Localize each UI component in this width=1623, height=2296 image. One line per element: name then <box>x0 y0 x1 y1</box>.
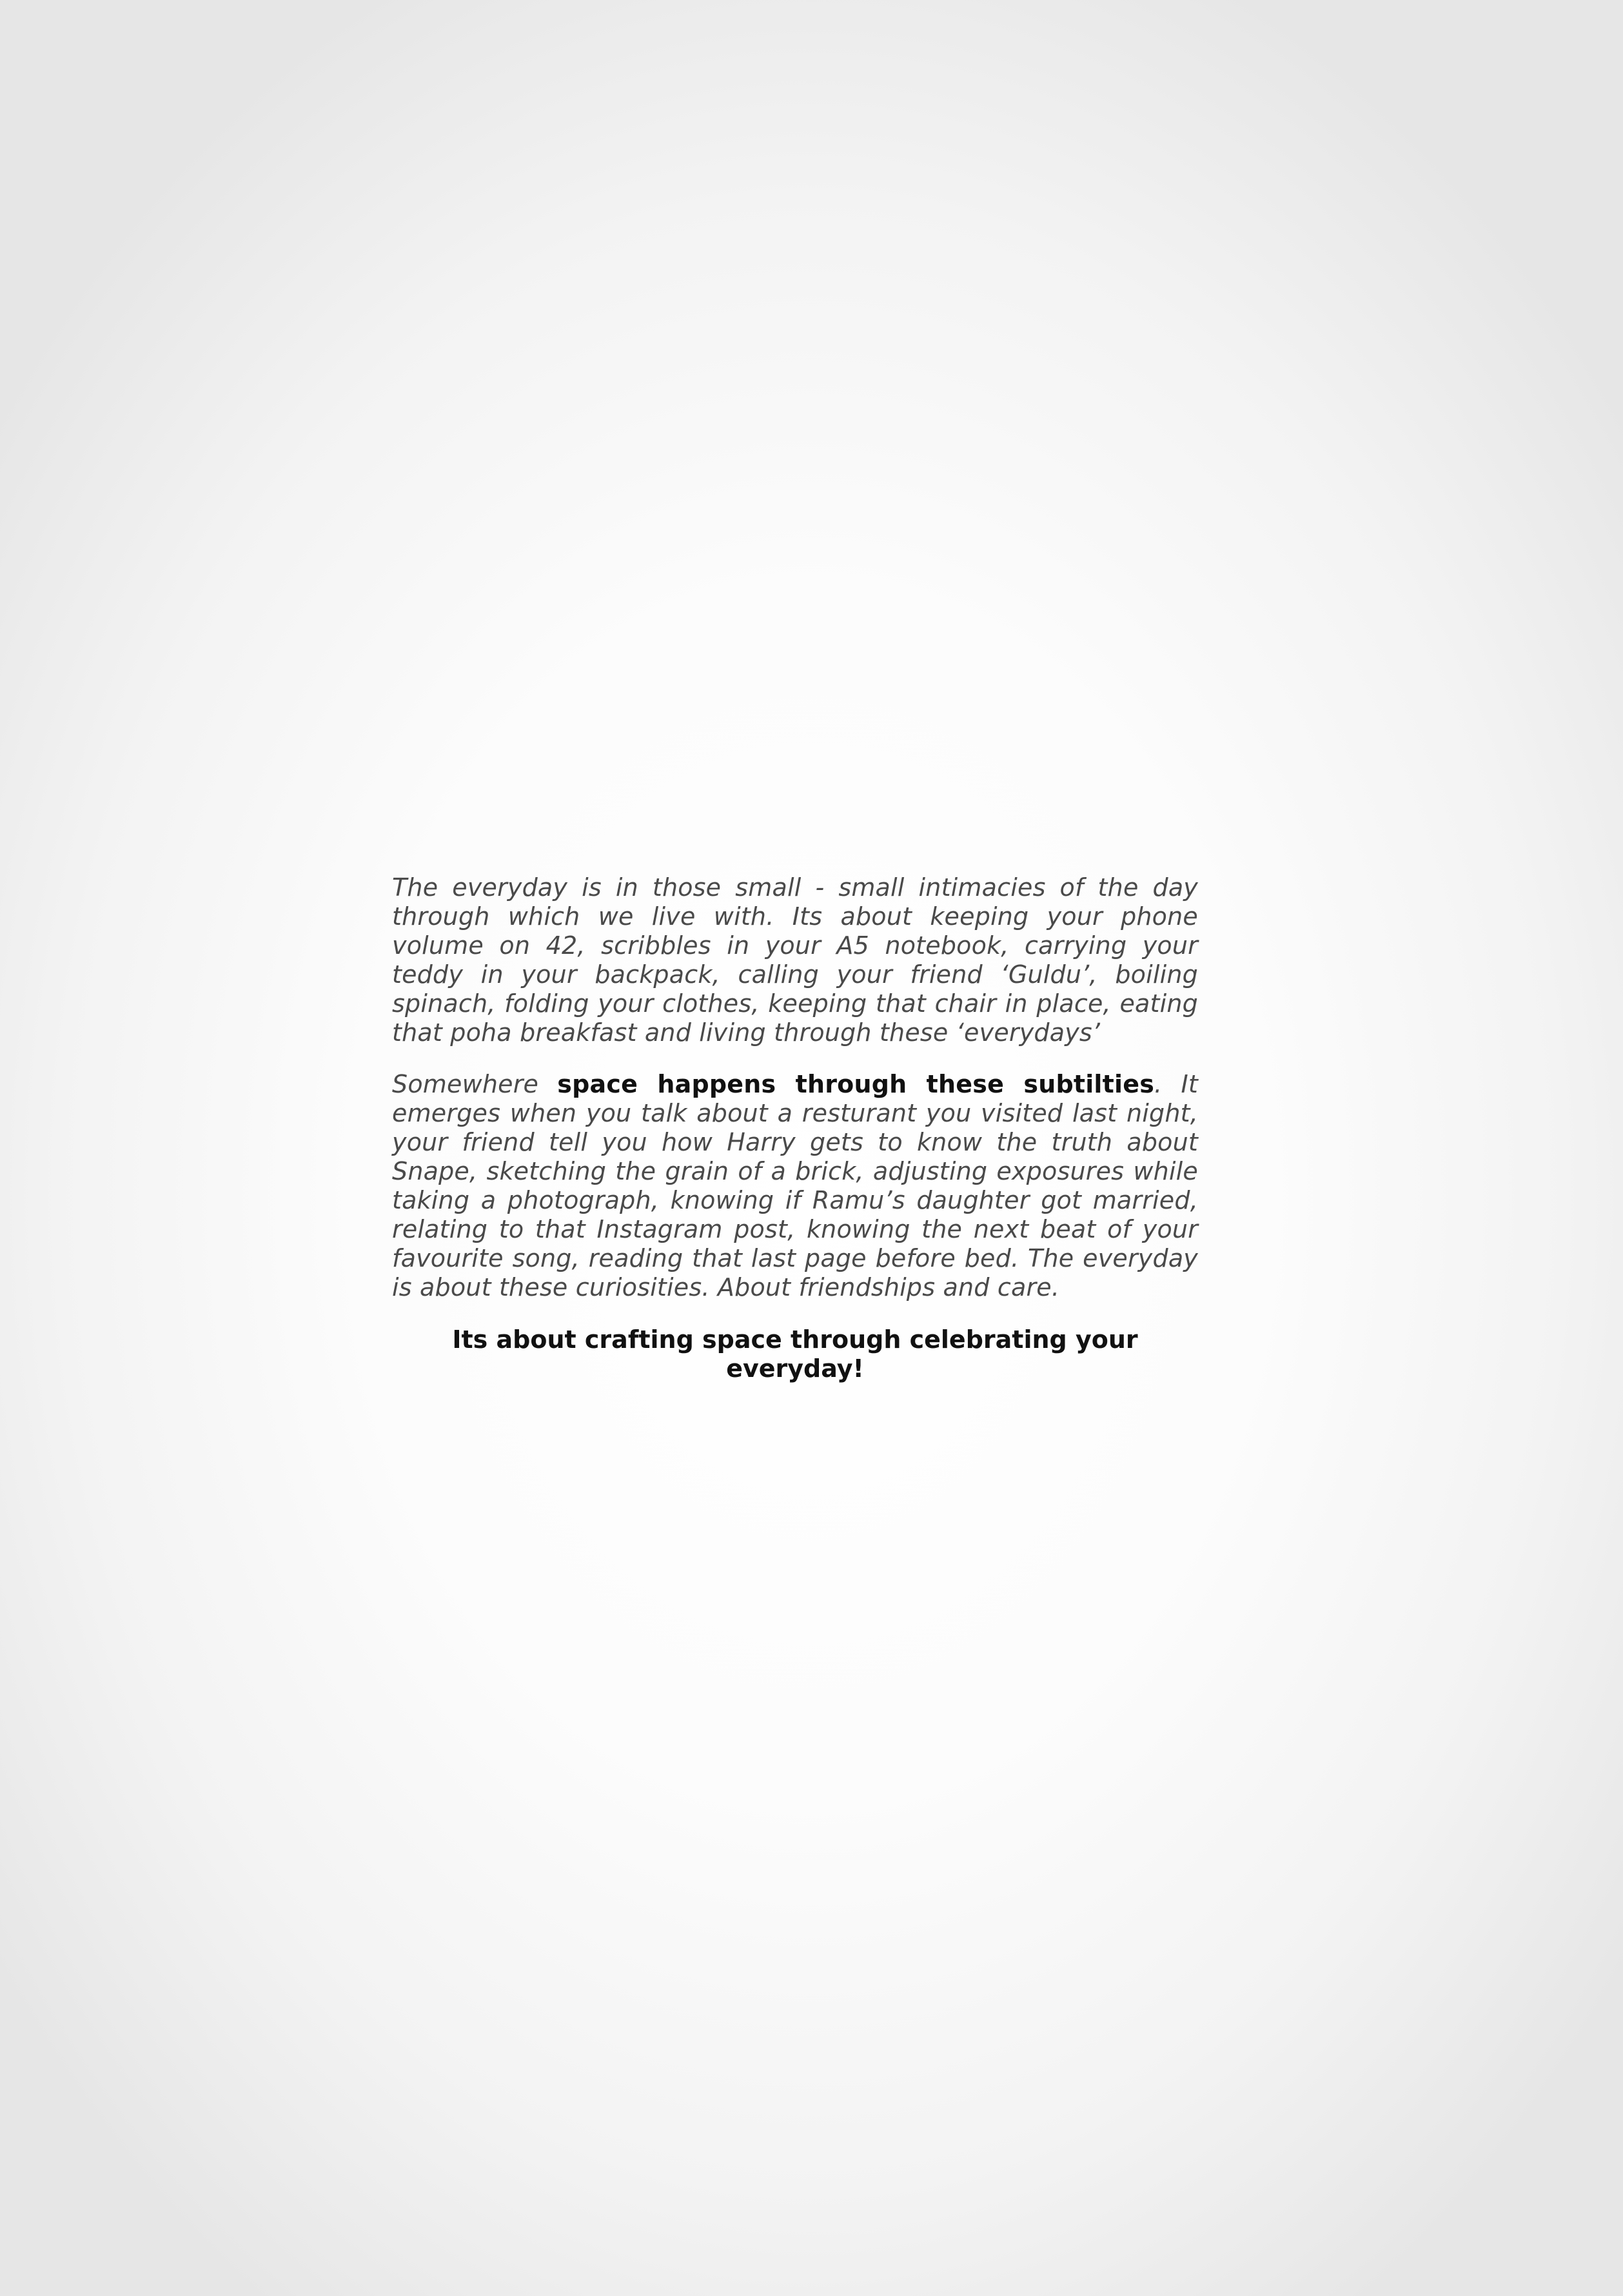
intro-paragraph: The everyday is in those small - small intimacies of the day through which we live with. Its about keeping your phone volume on 42, scribbles in your A5 notebook, carrying your teddy in your backpack, calling your friend ‘Guldu’, boiling spinach, folding your clothes, keeping that chair in place, eating that poha breakfast and living through these ‘everydays’ <box>392 873 1198 1047</box>
body-text-block <box>392 873 1198 1383</box>
space-paragraph <box>392 1070 1198 1302</box>
space-paragraph-lead: Somewhere <box>392 1070 558 1098</box>
space-paragraph-rest: It emerges when you talk about a resturant you visited last night, your friend tell you how Harry gets to know the truth about Snape, sketching the grain of a brick, adjusting exposures while taking a photograph, knowing if Ramu’s daughter got married, relating to that Instagram post, knowing the next beat of your favourite song, reading that last page before bed. The everyday is about these curiosities. About friendships and care. <box>392 1070 1198 1301</box>
space-paragraph-emphasis: space happens through these subtilties <box>557 1070 1155 1098</box>
space-paragraph-period: . <box>1154 1070 1163 1098</box>
closing-statement: Its about crafting space through celebrating your everyday! <box>452 1325 1138 1383</box>
